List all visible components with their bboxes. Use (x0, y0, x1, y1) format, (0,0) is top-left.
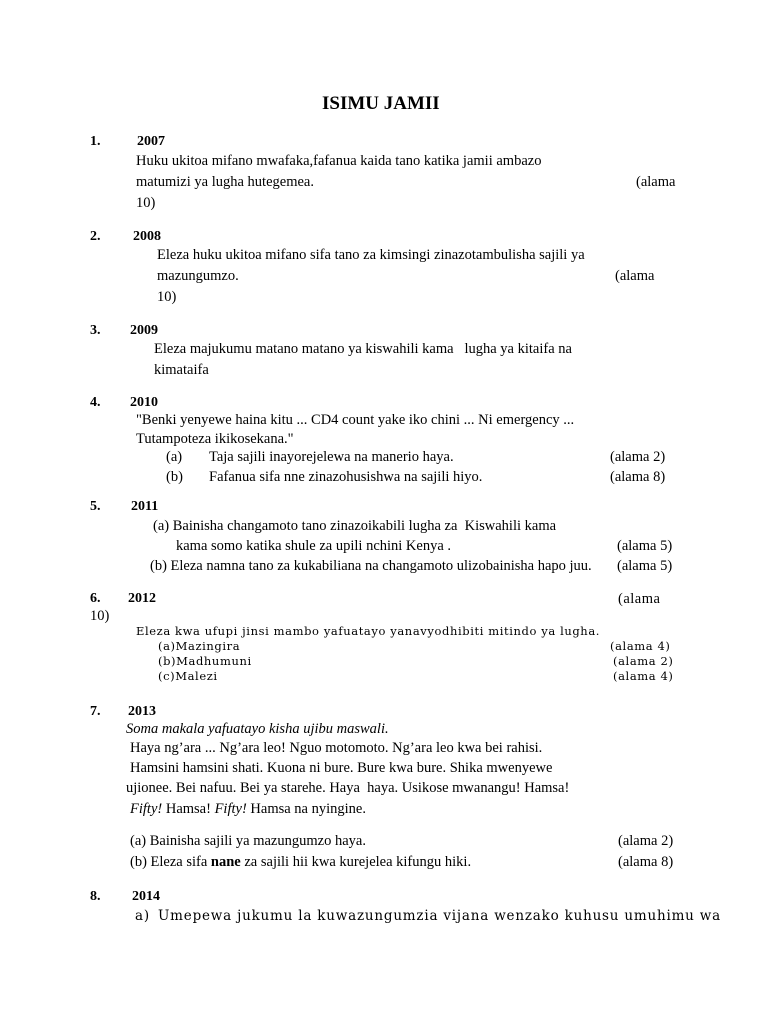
question-year: 2012 (128, 591, 156, 606)
question-number: 2. (90, 229, 101, 244)
marks-label: (alama (636, 174, 676, 190)
emphasis-word: nane (210, 854, 241, 870)
marks-label: (alama 4) (613, 669, 674, 683)
marks-label: (alama 2) (610, 449, 666, 465)
subquestion-part: (b) Eleza sifa (130, 854, 211, 870)
instruction-text (126, 719, 389, 739)
marks-label: (alama 4) (610, 639, 671, 653)
question-number: 1. (90, 134, 101, 149)
question-text: Eleza kwa ufupi jinsi mambo yafuatayo yanavyodhibiti mitindo ya lugha. (136, 624, 601, 638)
quoted-text: Tutampoteza ikikosekana." (136, 431, 294, 447)
subquestion-part: za sajili hii kwa kurejelea kifungu hiki. (240, 854, 472, 870)
subquestion-text: kama somo katika shule za upili nchini Kenya . (176, 538, 452, 554)
question-text: Eleza huku ukitoa mifano sifa tano za kimsingi zinazotambulisha sajili ya (157, 247, 585, 263)
marks-label: (alama 8) (610, 469, 666, 485)
passage-line (130, 799, 366, 819)
passage-italic: Fifty! (130, 801, 163, 817)
list-item-label: (a)Mazingira (158, 639, 241, 653)
marks-label: (alama 5) (617, 558, 673, 574)
marks-label: (alama (615, 268, 655, 284)
subquestion-text: Taja sajili inayorejelewa na manerio haya. (209, 449, 454, 465)
subquestion-label: a) (135, 908, 150, 924)
passage-line: ujionee. Bei nafuu. Bei ya starehe. Haya haya. Usikose mwanangu! Hamsa! (126, 780, 570, 796)
list-item-label: (c)Malezi (158, 669, 218, 683)
question-text: matumizi ya lugha hutegemea. (136, 174, 314, 190)
question-number: 8. (90, 889, 101, 904)
subquestion-label: (b) (166, 469, 183, 485)
question-year: 2014 (132, 889, 160, 904)
marks-label: (alama 8) (618, 854, 674, 870)
question-year: 2010 (130, 395, 158, 410)
subquestion-label: (a) (166, 449, 183, 465)
question-year: 2013 (128, 704, 156, 719)
marks-label: 10) (157, 289, 177, 305)
question-number: 4. (90, 395, 101, 410)
question-year: 2008 (133, 229, 161, 244)
passage-line: Hamsini hamsini shati. Kuona ni bure. Bure kwa bure. Shika mwenyewe (130, 760, 553, 776)
question-text: kimataifa (154, 362, 209, 378)
marks-label: 10) (136, 195, 156, 211)
marks-label: (alama 2) (613, 654, 674, 668)
subquestion-text: (a) Bainisha sajili ya mazungumzo haya. (130, 833, 366, 849)
passage-italic: Fifty! (214, 801, 247, 817)
marks-label: 10) (90, 608, 110, 624)
passage-text: Hamsa na nyingine. (246, 801, 366, 817)
question-number: 5. (90, 499, 101, 514)
passage-line: Haya ng’ara ... Ng’ara leo! Nguo motomoto. Ng’ara leo kwa bei rahisi. (130, 740, 543, 756)
list-item-label: (b)Madhumuni (158, 654, 252, 668)
question-text: Huku ukitoa mifano mwafaka,fafanua kaida tano katika jamii ambazo (136, 153, 542, 169)
subquestion-text: Fafanua sifa nne zinazohusishwa na sajili hiyo. (209, 469, 483, 485)
subquestion-text: (b) Eleza namna tano za kukabiliana na changamoto ulizobainisha hapo juu. (150, 558, 592, 574)
question-number: 7. (90, 704, 101, 719)
subquestion-text: Umepewa jukumu la kuwazungumzia vijana wenzako kuhusu umuhimu wa (158, 908, 721, 924)
question-year: 2011 (131, 499, 159, 514)
passage-text: Hamsa! (162, 801, 215, 817)
question-number: 6. (90, 591, 101, 606)
marks-label: (alama (618, 591, 661, 607)
marks-label: (alama 5) (617, 538, 673, 554)
question-year: 2009 (130, 323, 158, 338)
question-text: mazungumzo. (157, 268, 239, 284)
question-text: Eleza majukumu matano matano ya kiswahili kama lugha ya kitaifa na (154, 341, 572, 357)
instruction-italic: Soma makala yafuatayo kisha ujibu maswali. (126, 721, 389, 737)
subquestion-text (130, 852, 471, 872)
marks-label: (alama 2) (618, 833, 674, 849)
subquestion-text: (a) Bainisha changamoto tano zinazoikabili lugha za Kiswahili kama (153, 518, 557, 534)
question-year: 2007 (137, 134, 165, 149)
page-title: ISIMU JAMII (322, 93, 440, 114)
quoted-text: "Benki yenyewe haina kitu ... CD4 count yake iko chini ... Ni emergency ... (136, 412, 575, 428)
question-number: 3. (90, 323, 101, 338)
